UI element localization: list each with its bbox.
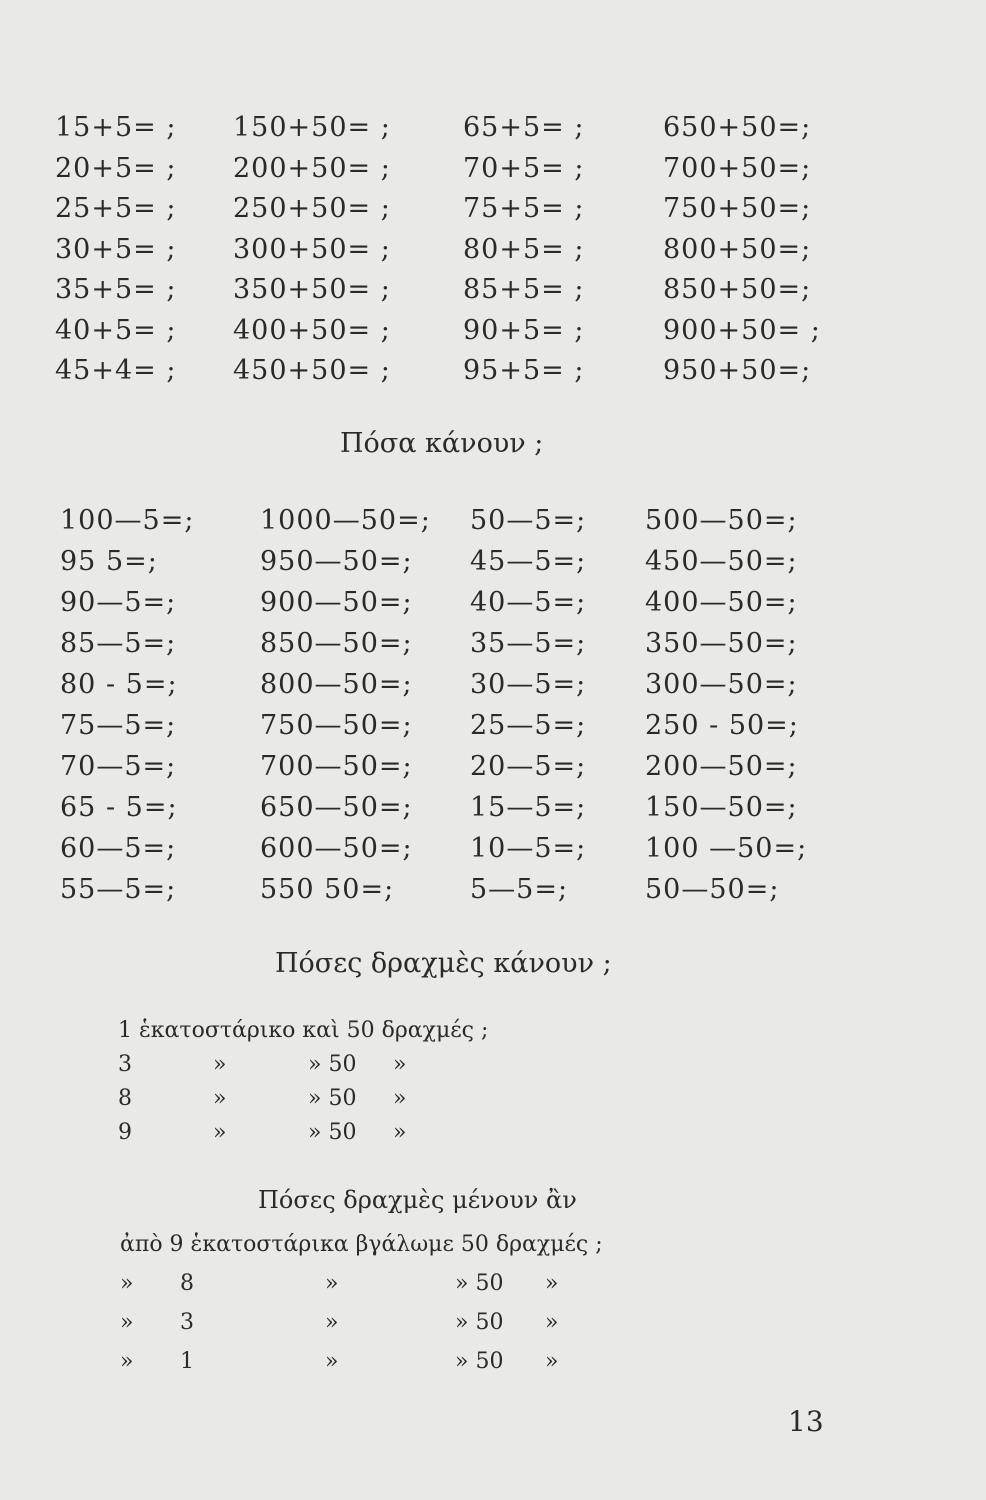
exercise-cell: 30—5=; — [470, 669, 587, 700]
exercise-cell: 300—50=; — [645, 669, 798, 700]
exercise-cell: 950+50=; — [663, 355, 812, 386]
exercise-cell: 65+5= ; — [463, 112, 585, 143]
exercise-cell: » 50 — [455, 1271, 504, 1296]
exercise-cell: 5—5=; — [470, 874, 569, 905]
exercise-cell: 20+5= ; — [55, 152, 177, 184]
page-number: 13 — [788, 1405, 824, 1438]
exercise-cell: 800+50=; — [663, 233, 812, 265]
exercise-cell: 700—50=; — [260, 751, 413, 782]
exercise-cell: 400+50= ; — [233, 314, 391, 346]
exercise-cell: » — [545, 1349, 559, 1374]
list-item: 1 ἑκατοστάρικο καὶ 50 δραχμές ; — [118, 1018, 489, 1043]
exercise-cell: 800—50=; — [260, 669, 413, 700]
exercise-cell: 50—5=; — [470, 505, 587, 536]
exercise-cell: 100—5=; — [60, 505, 195, 536]
exercise-cell: » — [213, 1052, 227, 1077]
exercise-cell: 75—5=; — [60, 710, 177, 741]
exercise-cell: 30+5= ; — [55, 233, 177, 265]
exercise-cell: 8 — [180, 1271, 194, 1296]
exercise-cell: 600—50=; — [260, 833, 413, 864]
exercise-cell: 750—50=; — [260, 710, 413, 741]
exercise-cell: » 50 — [308, 1120, 357, 1145]
exercise-cell: 450—50=; — [645, 546, 798, 577]
exercise-cell: 75+5= ; — [463, 193, 585, 224]
exercise-cell: 100 —50=; — [645, 833, 808, 864]
exercise-cell: 15—5=; — [470, 792, 587, 823]
exercise-cell: » 50 — [308, 1052, 357, 1077]
exercise-cell: 300+50= ; — [233, 233, 391, 265]
drachma-sum-exercises — [118, 1018, 653, 1154]
exercise-cell: » — [213, 1120, 227, 1145]
exercise-cell: 1000—50=; — [260, 505, 431, 536]
exercise-cell: 45+4= ; — [55, 355, 177, 386]
exercise-cell: 200+50= ; — [233, 152, 391, 184]
exercise-cell: 45—5=; — [470, 546, 587, 577]
exercise-cell: 3 — [118, 1052, 132, 1077]
exercise-cell: » — [325, 1271, 339, 1296]
exercise-cell: 20—5=; — [470, 751, 587, 782]
exercise-cell: 650—50=; — [260, 792, 413, 823]
exercise-cell: 700+50=; — [663, 152, 812, 184]
exercise-cell: 25+5= ; — [55, 193, 177, 224]
exercise-cell: 65 - 5=; — [60, 792, 178, 823]
exercise-cell: 80 - 5=; — [60, 669, 178, 700]
exercise-cell: 40—5=; — [470, 587, 587, 618]
exercise-cell: 80+5= ; — [463, 233, 585, 265]
exercise-cell: 950—50=; — [260, 546, 413, 577]
subtraction-exercises — [60, 505, 845, 915]
list-item: ἀπὸ 9 ἑκατοστάρικα βγάλωμε 50 δραχμές ; — [120, 1232, 603, 1257]
heading-how-much: Πόσα κάνουν ; — [340, 428, 544, 459]
exercise-cell: 350—50=; — [645, 628, 798, 659]
exercise-cell: 3 — [180, 1310, 194, 1335]
exercise-cell: » 50 — [455, 1349, 504, 1374]
exercise-cell: 55—5=; — [60, 874, 177, 905]
exercise-cell: 550 50=; — [260, 874, 395, 905]
exercise-cell: 90—5=; — [60, 587, 177, 618]
exercise-cell: 500—50=; — [645, 505, 798, 536]
exercise-cell: » — [545, 1310, 559, 1335]
exercise-cell: 900+50= ; — [663, 314, 821, 346]
exercise-cell: 850—50=; — [260, 628, 413, 659]
exercise-cell: 650+50=; — [663, 112, 812, 143]
exercise-cell: 35+5= ; — [55, 274, 177, 305]
drachma-remainder-exercises — [120, 1232, 745, 1388]
exercise-cell: 10—5=; — [470, 833, 587, 864]
exercise-cell: 9 — [118, 1120, 132, 1145]
exercise-cell: 25—5=; — [470, 710, 587, 741]
exercise-cell: » — [213, 1086, 227, 1111]
exercise-cell: 8 — [118, 1086, 132, 1111]
heading-drachmas-remain: Πόσες δραχμὲς μένουν ἂν — [258, 1186, 577, 1214]
exercise-cell: 70—5=; — [60, 751, 177, 782]
exercise-cell: » 50 — [455, 1310, 504, 1335]
exercise-cell: 95 5=; — [60, 546, 158, 577]
exercise-cell: » — [393, 1086, 407, 1111]
exercise-cell: 250+50= ; — [233, 193, 391, 224]
exercise-cell: 15+5= ; — [55, 112, 177, 143]
exercise-cell: » — [545, 1271, 559, 1296]
exercise-cell: 60—5=; — [60, 833, 177, 864]
exercise-cell: 50—50=; — [645, 874, 780, 905]
exercise-cell: 85+5= ; — [463, 274, 585, 305]
exercise-cell: 35—5=; — [470, 628, 587, 659]
exercise-cell: 150+50= ; — [233, 112, 391, 143]
exercise-cell: 450+50= ; — [233, 355, 391, 386]
exercise-cell: 750+50=; — [663, 193, 812, 224]
exercise-cell: 40+5= ; — [55, 314, 177, 346]
exercise-cell: » — [325, 1310, 339, 1335]
exercise-cell: » 50 — [308, 1086, 357, 1111]
exercise-cell: 200—50=; — [645, 751, 798, 782]
exercise-cell: 850+50=; — [663, 274, 812, 305]
exercise-cell: » — [393, 1120, 407, 1145]
exercise-cell: 1 — [180, 1349, 194, 1374]
exercise-cell: 95+5= ; — [463, 355, 585, 386]
exercise-cell: 150—50=; — [645, 792, 798, 823]
addition-exercises — [55, 112, 863, 396]
exercise-cell: » — [120, 1271, 134, 1296]
exercise-cell: 350+50= ; — [233, 274, 391, 305]
exercise-cell: 85—5=; — [60, 628, 177, 659]
exercise-cell: 70+5= ; — [463, 152, 585, 184]
exercise-cell: 250 - 50=; — [645, 710, 799, 741]
exercise-cell: 90+5= ; — [463, 314, 585, 346]
exercise-cell: » — [393, 1052, 407, 1077]
exercise-cell: 900—50=; — [260, 587, 413, 618]
heading-how-many-drachmas: Πόσες δραχμὲς κάνουν ; — [275, 948, 612, 979]
exercise-cell: » — [120, 1310, 134, 1335]
exercise-cell: » — [325, 1349, 339, 1374]
exercise-cell: » — [120, 1349, 134, 1374]
exercise-cell: 400—50=; — [645, 587, 798, 618]
